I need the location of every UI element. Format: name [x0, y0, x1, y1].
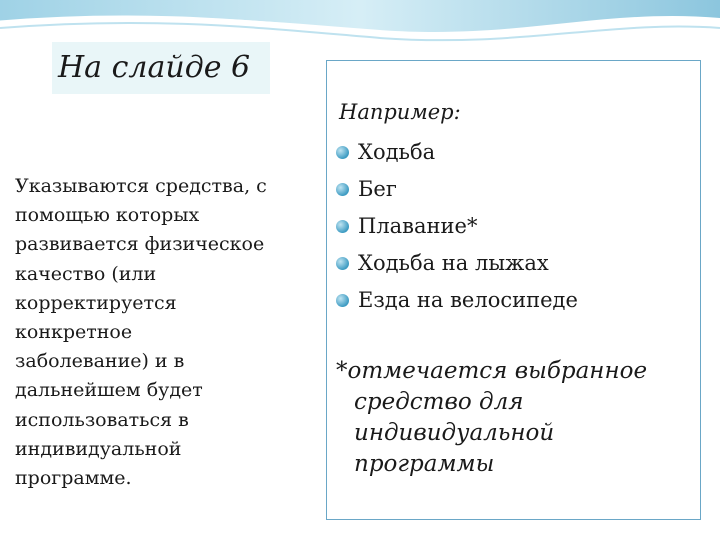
left-text-line: корректируется	[15, 291, 177, 314]
list-item	[336, 134, 578, 171]
left-text-line: качество (или	[15, 262, 157, 285]
bullet-icon	[336, 294, 349, 307]
footnote-line: индивидуальной	[354, 420, 555, 446]
list-item-label: Ходьба на лыжах	[358, 251, 549, 275]
activity-list	[336, 134, 578, 319]
left-text-line: Указываются средства, с	[15, 175, 267, 197]
list-item-label: Езда на велосипеде	[358, 288, 578, 312]
list-item-label: Бег	[358, 177, 397, 201]
bullet-icon	[336, 257, 349, 270]
footnote-line: программы	[354, 451, 495, 477]
list-item	[336, 208, 578, 245]
example-label: Например:	[339, 100, 461, 124]
footnote-line: *отмечается выбранное	[336, 358, 648, 384]
slide-title: На слайде 6	[58, 50, 251, 85]
list-item-label: Плавание*	[358, 214, 478, 238]
footnote	[336, 356, 686, 480]
bullet-icon	[336, 146, 349, 159]
list-item	[336, 171, 578, 208]
left-text-line: использоваться в	[15, 408, 189, 431]
list-item-label: Ходьба	[358, 140, 436, 164]
left-text-line: конкретное	[15, 321, 133, 344]
left-text-line: программе.	[15, 467, 132, 490]
left-text-line: заболевание) и в	[15, 350, 185, 373]
bullet-icon	[336, 220, 349, 233]
left-text-line: индивидуальной	[15, 437, 182, 460]
list-item	[336, 282, 578, 319]
left-text-line: развивается физическое	[15, 233, 265, 256]
left-text-line: помощью которых	[15, 204, 200, 227]
list-item	[336, 245, 578, 282]
left-text-line: дальнейшем будет	[15, 379, 203, 402]
bullet-icon	[336, 183, 349, 196]
left-description	[15, 172, 277, 493]
footnote-line: средство для	[354, 389, 524, 415]
